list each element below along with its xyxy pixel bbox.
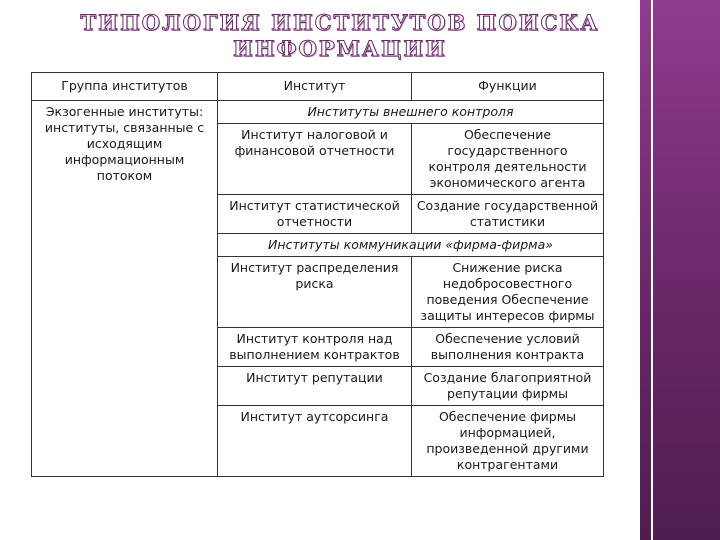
institute-cell: Институт налоговой и финансовой отчетности [218, 124, 412, 195]
function-cell: Снижение риска недобросовестного поведения Обеспечение защиты интересов фирмы [412, 257, 604, 328]
header-functions: Функции [412, 73, 604, 101]
section-row-external [32, 101, 604, 124]
header-row [32, 73, 604, 101]
institute-cell: Институт аутсорсинга [218, 406, 412, 477]
function-cell: Обеспечение условий выполнения контракта [412, 328, 604, 367]
function-cell: Обеспечение государственного контроля деятельности экономического агента [412, 124, 604, 195]
function-cell: Обеспечение фирмы информацией, произведенной другими контрагентами [412, 406, 604, 477]
institutes-table [31, 72, 604, 477]
section-title-external: Институты внешнего контроля [218, 101, 604, 124]
section-title-communication: Институты коммуникации «фирма-фирма» [218, 234, 604, 257]
institute-cell: Институт репутации [218, 367, 412, 406]
institute-cell: Институт распределения риска [218, 257, 412, 328]
title-line-2: ИНФОРМАЦИИ [232, 36, 447, 61]
institute-cell: Институт статистической отчетности [218, 195, 412, 234]
institute-cell: Институт контроля над выполнением контрактов [218, 328, 412, 367]
header-group: Группа институтов [32, 73, 218, 101]
decorative-side-rule [651, 0, 653, 540]
slide-title [60, 10, 620, 62]
group-cell-exogenous: Экзогенные институты: институты, связанные с исходящим информационным потоком [32, 101, 218, 477]
function-cell: Создание благоприятной репутации фирмы [412, 367, 604, 406]
title-line-1: ТИПОЛОГИЯ ИНСТИТУТОВ ПОИСКА [80, 10, 600, 35]
header-institute: Институт [218, 73, 412, 101]
function-cell: Создание государственной статистики [412, 195, 604, 234]
